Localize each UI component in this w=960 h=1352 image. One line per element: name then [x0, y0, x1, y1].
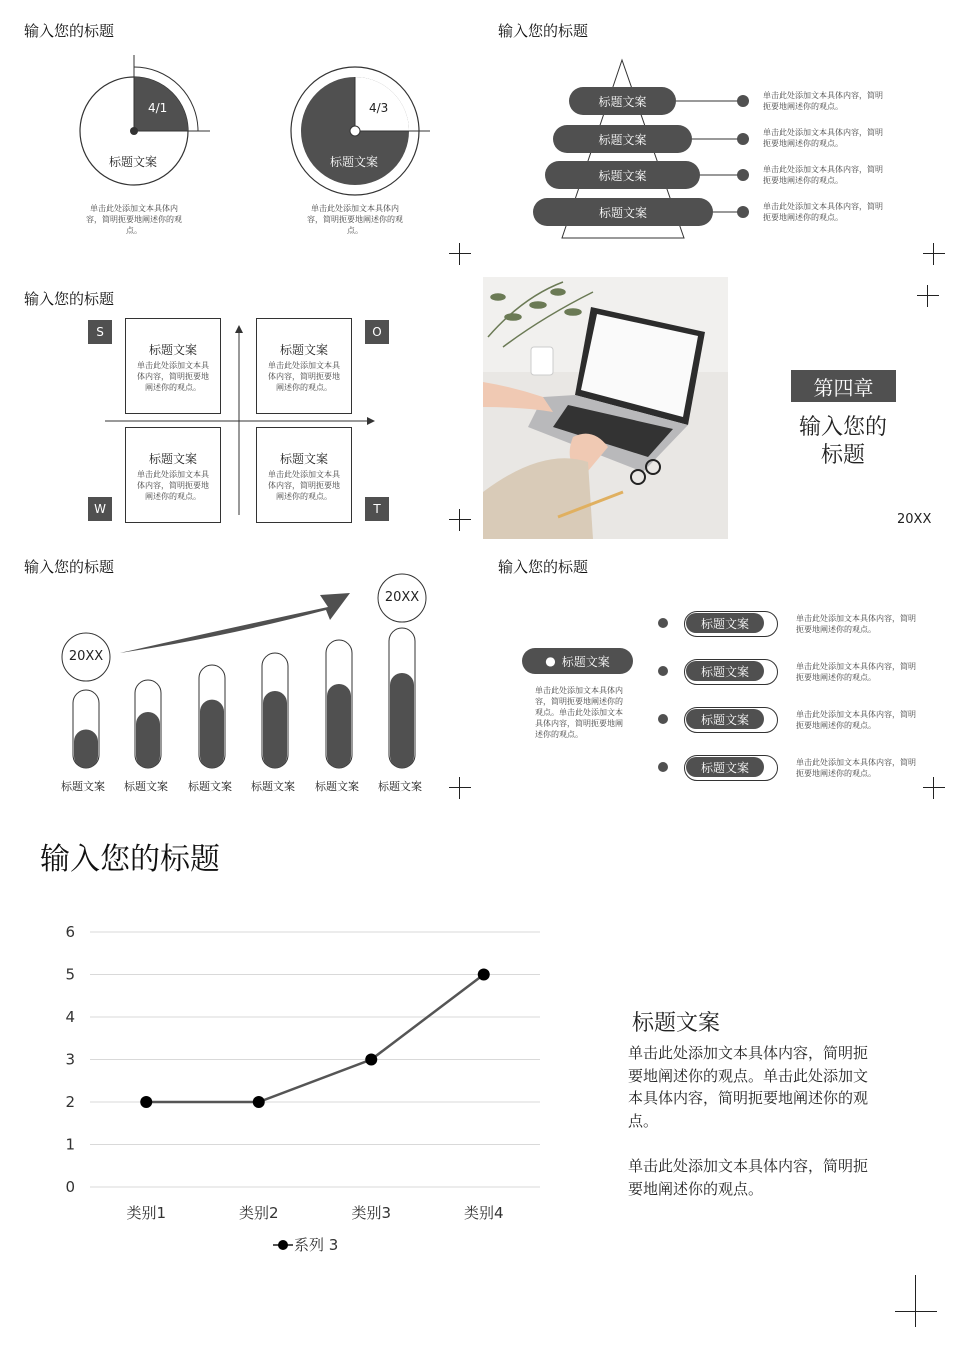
list-pill: 标题文案: [686, 613, 764, 633]
data-point: [365, 1054, 377, 1066]
slide1-title: 输入您的标题: [24, 22, 115, 40]
plus-mark: [917, 285, 939, 307]
data-point: [253, 1096, 265, 1108]
x-tick-label: 类别4: [463, 1204, 504, 1222]
chapter-year: 20XX: [897, 512, 932, 527]
swot-letter-t: T: [365, 497, 389, 521]
swot-box-title: 标题文案: [279, 343, 328, 357]
laptop-photo: [483, 277, 728, 539]
swot-box-desc: 单击此处添加文本具体内容，简明扼要地阐述你的观点。: [268, 361, 340, 392]
swot-box-o: [256, 318, 352, 414]
series-line: [146, 975, 484, 1103]
capsule-fill: [200, 700, 224, 768]
swot-letter-w: W: [88, 497, 112, 521]
pie2-desc: 单击此处添加文本具体内容，简明扼要地阐述你的观点。: [307, 204, 403, 235]
list-desc: 单击此处添加文本具体内容，简明扼要地阐述你的观点。: [796, 662, 916, 682]
swot-box-desc: 单击此处添加文本具体内容，简明扼要地阐述你的观点。: [268, 470, 340, 501]
legend-marker: [278, 1240, 288, 1250]
capsule-label: 标题文案: [61, 780, 105, 793]
plus-mark: [449, 777, 471, 799]
pyramid-layer-3: 标题文案: [545, 161, 700, 189]
y-tick-label: 2: [65, 1093, 75, 1111]
list-dot: [658, 762, 668, 772]
pie-chart-1: [70, 50, 220, 200]
pyramid-desc-1: 单击此处添加文本具体内容，简明扼要地阐述你的观点。: [763, 91, 883, 111]
swot-box-title: 标题文案: [148, 343, 197, 357]
y-tick-label: 6: [65, 923, 75, 941]
swot-box-desc: 单击此处添加文本具体内容，简明扼要地阐述你的观点。: [137, 470, 209, 501]
swot-box-s: [125, 318, 221, 414]
swot-letter-s: S: [88, 320, 112, 344]
x-tick-label: 类别1: [126, 1204, 167, 1222]
capsule-label: 标题文案: [378, 780, 422, 793]
list-desc: 单击此处添加文本具体内容，简明扼要地阐述你的观点。: [796, 614, 916, 634]
list-pill: 标题文案: [686, 709, 764, 729]
slide5-title: 输入您的标题: [24, 558, 115, 576]
legend-label: 系列 3: [294, 1236, 339, 1254]
slide7-title: 输入您的标题: [40, 842, 220, 877]
list-dot: [658, 666, 668, 676]
pie1-text: 标题文案: [109, 155, 158, 169]
pyramid-desc-3: 单击此处添加文本具体内容，简明扼要地阐述你的观点。: [763, 165, 883, 185]
y-tick-label: 1: [65, 1135, 75, 1154]
pyramid-layer-4: 标题文案: [533, 198, 713, 226]
swot-box-t: [256, 427, 352, 523]
pie-chart-2: [280, 50, 440, 200]
capsule-fill: [390, 673, 414, 768]
x-tick-label: 类别2: [238, 1204, 279, 1222]
pie1-fraction: 4/1: [148, 101, 168, 115]
pyramid-desc-4: 单击此处添加文本具体内容，简明扼要地阐述你的观点。: [763, 202, 883, 222]
year-right-label: 20XX: [384, 590, 420, 605]
pyramid-layer-1: 标题文案: [569, 87, 676, 115]
capsule-label: 标题文案: [124, 780, 168, 793]
pie1-desc: 单击此处添加文本具体内容，简明扼要地阐述你的观点。: [86, 204, 182, 235]
pie2-fraction: 4/3: [369, 101, 389, 115]
swot-box-title: 标题文案: [148, 452, 197, 466]
side-para-2: 单击此处添加文本具体内容，简明扼要地阐述你的观点。: [628, 1157, 869, 1198]
capsule-label: 标题文案: [251, 780, 295, 793]
list-desc: 单击此处添加文本具体内容，简明扼要地阐述你的观点。: [796, 710, 916, 730]
bulb-icon: ●: [545, 654, 556, 668]
chapter-badge: 第四章: [791, 370, 896, 402]
chapter-title-line2: 标题: [820, 443, 865, 468]
slide3-title: 输入您的标题: [24, 290, 115, 308]
year-left-label: 20XX: [68, 649, 104, 664]
list-dot: [658, 714, 668, 724]
swot-box-title: 标题文案: [279, 452, 328, 466]
capsule-fill: [263, 691, 287, 768]
swot-box-desc: 单击此处添加文本具体内容，简明扼要地阐述你的观点。: [137, 361, 209, 392]
line-chart: [40, 910, 560, 1260]
plus-mark: [923, 243, 945, 265]
capsule-fill: [136, 712, 160, 768]
list-dot: [658, 618, 668, 628]
capsule-fill: [74, 730, 98, 769]
list-desc: 单击此处添加文本具体内容，简明扼要地阐述你的观点。: [796, 758, 916, 778]
pyramid-layer-2: 标题文案: [553, 125, 692, 153]
slide2-title: 输入您的标题: [498, 22, 589, 40]
plus-mark: [449, 243, 471, 265]
slide6-title: 输入您的标题: [498, 558, 589, 576]
swot-box-w: [125, 427, 221, 523]
y-tick-label: 4: [65, 1008, 75, 1026]
y-tick-label: 5: [65, 965, 75, 984]
list-pill: 标题文案: [686, 661, 764, 681]
data-point: [478, 969, 490, 981]
list-pill: 标题文案: [686, 757, 764, 777]
capsule-label: 标题文案: [315, 780, 359, 793]
main-desc: 单击此处添加文本具体内容，简明扼要地阐述你的观点。单击此处添加文本具体内容，简明扼要地阐述你的观点。: [535, 686, 623, 739]
main-label-pill: [522, 648, 633, 674]
chapter-title-line1: 输入您的: [798, 415, 887, 440]
swot-letter-o: O: [365, 320, 389, 344]
plus-mark: [923, 777, 945, 799]
capsule-fill: [327, 684, 351, 768]
x-tick-label: 类别3: [351, 1204, 392, 1222]
pyramid-desc-2: 单击此处添加文本具体内容，简明扼要地阐述你的观点。: [763, 128, 883, 148]
side-para-1: 单击此处添加文本具体内容，简明扼要地阐述你的观点。单击此处添加文本具体内容，简明扼要地阐述你的观点。: [628, 1044, 869, 1130]
data-point: [140, 1096, 152, 1108]
y-tick-label: 0: [65, 1178, 75, 1196]
plus-mark-large: [895, 1275, 937, 1327]
side-title: 标题文案: [632, 1011, 721, 1036]
main-label-text: 标题文案: [561, 654, 610, 669]
pie2-text: 标题文案: [330, 155, 379, 169]
plus-mark: [449, 509, 471, 531]
capsule-label: 标题文案: [188, 780, 232, 793]
y-tick-label: 3: [65, 1050, 75, 1069]
